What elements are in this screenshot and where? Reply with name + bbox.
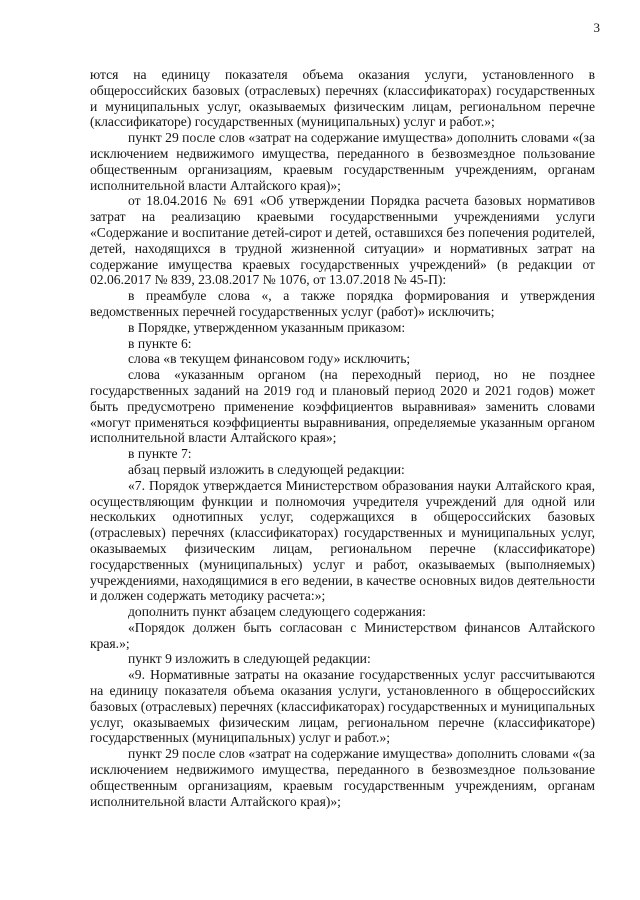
paragraph-add-abzac: дополнить пункт абзацем следующего содержания: — [128, 604, 426, 620]
paragraph-order-691: от 18.04.2016 № 691 «Об утверждении Порядка расчета базовых нормативов затрат на реализацию краевыми государственными учреждениями услуги «Содержание и воспитание детей-сирот и детей, оставшихся без попечения родителей, детей, находящихся в трудной жизненной ситуации» и нормативных затрат на содержание имущества краевых государственных учреждений» (в редакции от 02.06.2017 № 839, 23.08.2017 № 1076, от 13.07.2018 № 45-П): — [90, 193, 595, 288]
paragraph-continuation: ются на единицу показателя объема оказания услуги, установленного в общероссийских базовых (отраслевых) перечнях (классификаторах) государственных и муниципальных услуг, оказываемых физическим лицам, региональном перечне (классификаторе) государственных (муниципальных) услуг и работ.»; — [90, 67, 595, 130]
paragraph-item-9: пункт 9 изложить в следующей редакции: — [128, 651, 371, 667]
document-body — [90, 67, 595, 809]
paragraph-words-exclude: слова «в текущем финансовом году» исключить; — [128, 351, 411, 367]
paragraph-agreement: «Порядок должен быть согласован с Министерством финансов Алтайского края.»; — [90, 619, 595, 651]
paragraph-in-item-6: в пункте 6: — [128, 335, 192, 351]
paragraph-preamble: в преамбуле слова «, а также порядка формирования и утверждения ведомственных перечней государственных услуг (работ)» исключить; — [90, 288, 595, 319]
paragraph-in-procedure: в Порядке, утвержденном указанным приказом: — [128, 319, 406, 335]
paragraph-item-7-text: «7. Порядок утверждается Министерством образования науки Алтайского края, осуществляющим функции и полномочия учредителя учреждений для одной или нескольких однотипных услуг, содержащихся в общероссийских базовых (отраслевых) перечнях (классификаторах) государственных и муниципальных услуг, оказываемых физическим лицам, региональном перечне (классификаторе) государственных (муниципальных) услуг и работ, оказываемых (выполняемых) учреждениями, находящимися в его ведении, в качестве основных видов деятельности и должен содержать методику расчета:»; — [90, 477, 595, 604]
paragraph-item-9-text: «9. Нормативные затраты на оказание государственных услуг рассчитываются на единицу показателя объема оказания услуги, установленного в общероссийских базовых (отраслевых) перечнях (классификаторах) государственных и муниципальных услуг, оказываемых физическим лицам, региональном перечне (классификаторе) государственных (муниципальных) услуг и работ.»; — [90, 667, 595, 746]
page-number: 3 — [593, 20, 600, 35]
paragraph-item-29-second: пункт 29 после слов «затрат на содержание имущества» дополнить словами «(за исключением недвижимого имущества, переданного в безвозмездное пользование общественным организациям, краевым государственным учреждениям, органам исполнительной власти Алтайского края)»; — [90, 746, 595, 809]
paragraph-in-item-7: в пункте 7: — [128, 446, 192, 462]
paragraph-first-abzac: абзац первый изложить в следующей редакции: — [128, 461, 405, 477]
paragraph-item-29-first: пункт 29 после слов «затрат на содержание имущества» дополнить словами «(за исключением недвижимого имущества, переданного в безвозмездное пользование общественным организациям, краевым государственным учреждениям, органам исполнительной власти Алтайского края)»; — [90, 130, 595, 193]
paragraph-words-replace: слова «указанным органом (на переходный период, но не позднее государственных заданий на 2019 год и плановый период 2020 и 2021 годов) может быть предусмотрено применение коэффициентов выравнивая» заменить словами «могут применяться коэффициенты выравнивания, определяемые указанным органом исполнительной власти Алтайского края»; — [90, 367, 595, 446]
